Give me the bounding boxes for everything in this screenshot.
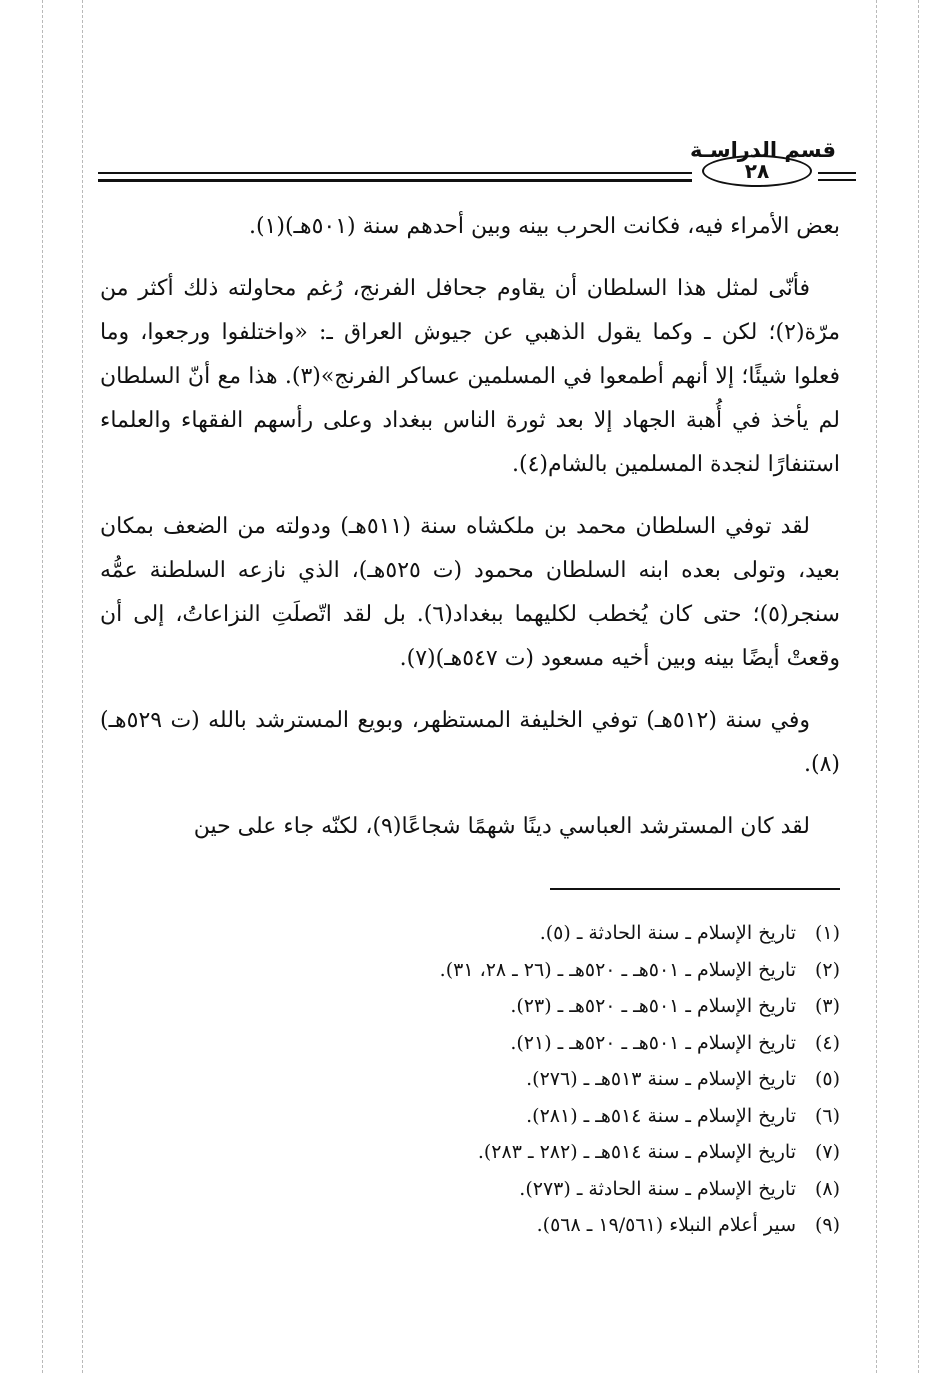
footnote-text: سير أعلام النبلاء (١٩/٥٦١ ـ ٥٦٨).	[536, 1214, 796, 1236]
footnotes-list	[300, 915, 840, 1244]
paragraph: وفي سنة (٥١٢هـ) توفي الخليفة المستظهر، وبويع المسترشد بالله (ت ٥٢٩هـ)(٨).	[100, 708, 840, 777]
footnote	[300, 952, 840, 989]
page-number: ٢٨	[702, 155, 812, 187]
footnote	[300, 1098, 840, 1135]
paragraph: لقد كان المسترشد العباسي دينًا شهمًا شجاعًا(٩)، لكنّه جاء على حين	[193, 814, 810, 839]
footnote-text: تاريخ الإسلام ـ سنة الحادثة ـ (٢٧٣).	[519, 1177, 796, 1200]
page-header	[98, 130, 836, 182]
paragraph: بعض الأمراء فيه، فكانت الحرب بينه وبين أحدهم سنة (٥٠١هـ)(١).	[248, 214, 840, 239]
footnote-text: تاريخ الإسلام ـ سنة الحادثة ـ (٥).	[539, 922, 796, 944]
page-edge-left-inner	[82, 0, 83, 1373]
footnote	[300, 1025, 840, 1062]
page-edge-right-outer	[918, 0, 919, 1373]
footnote-text: تاريخ الإسلام ـ سنة ٥١٤هـ ـ (٢٨٢ ـ ٢٨٣).	[477, 1141, 796, 1163]
footnote-text: تاريخ الإسلام ـ سنة ٥١٣هـ ـ (٢٧٦).	[526, 1068, 796, 1090]
footnote	[300, 988, 840, 1025]
footnote-separator	[550, 888, 840, 890]
paragraph: فأنّى لمثل هذا السلطان أن يقاوم جحافل الفرنج، رُغم محاولته ذلك أكثر من مرّة(٢)؛ لكن ـ وكما يقول الذهبي عن جيوش العراق ـ: «واختلفوا ورجعوا، وما فعلوا شيئًا؛ إلا أنهم أطمعوا في المسلمين عساكر الفرنج»(٣). هذا مع أنّ السلطان لم يأخذ في أُهبة الجهاد إلا بعد ثورة الناس ببغداد وعلى رأسهم الفقهاء والعلماء استنفارًا لنجدة المسلمين بالشام(٤).	[100, 276, 840, 477]
footnote	[300, 1134, 840, 1171]
footnote-text: تاريخ الإسلام ـ ٥٠١هـ ـ ٥٢٠هـ ـ (٢١).	[510, 1031, 796, 1054]
section-title: قسم الدراسـة	[690, 138, 836, 162]
footnote-text: تاريخ الإسلام ـ ٥٠١هـ ـ ٥٢٠هـ ـ (٢٦ ـ ٢٨، ٣١).	[439, 958, 796, 981]
footnote-marker: (٣)	[814, 995, 840, 1017]
footnote-marker: (٧)	[814, 1141, 840, 1163]
paragraph: لقد توفي السلطان محمد بن ملكشاه سنة (٥١١هـ) ودولته من الضعف بمكان بعيد، وتولى بعده ابنه السلطان محمود (ت ٥٢٥هـ)، الذي نازعه السلطنة عمُّه سنجر(٥)؛ حتى كان يُخطب لكليهما ببغداد(٦). بل لقد اتّصلَتِ النزاعاتُ، إلى أن وقعتْ أيضًا بينه وبين أخيه مسعود (ت ٥٤٧هـ)(٧).	[100, 514, 840, 671]
footnote-marker: (٥)	[814, 1068, 840, 1090]
footnote-marker: (٤)	[814, 1031, 840, 1054]
footnote-marker: (٩)	[814, 1214, 840, 1236]
footnote	[300, 1207, 840, 1244]
footnote-text: تاريخ الإسلام ـ سنة ٥١٤هـ ـ (٢٨١).	[526, 1104, 796, 1127]
footnote	[300, 915, 840, 952]
footnote	[300, 1061, 840, 1098]
footnote-marker: (٨)	[814, 1177, 840, 1200]
footnote-marker: (١)	[814, 922, 840, 944]
page-edge-right	[876, 0, 877, 1373]
header-rule	[98, 172, 692, 181]
main-text	[100, 205, 840, 867]
header-rule-thin	[98, 181, 692, 182]
page-edge-left	[42, 0, 43, 1373]
header-dash-mark	[818, 172, 856, 181]
footnote	[300, 1171, 840, 1208]
footnote-marker: (٢)	[814, 958, 840, 981]
footnote-marker: (٦)	[814, 1104, 840, 1127]
footnote-text: تاريخ الإسلام ـ ٥٠١هـ ـ ٥٢٠هـ ـ (٢٣).	[510, 995, 796, 1017]
